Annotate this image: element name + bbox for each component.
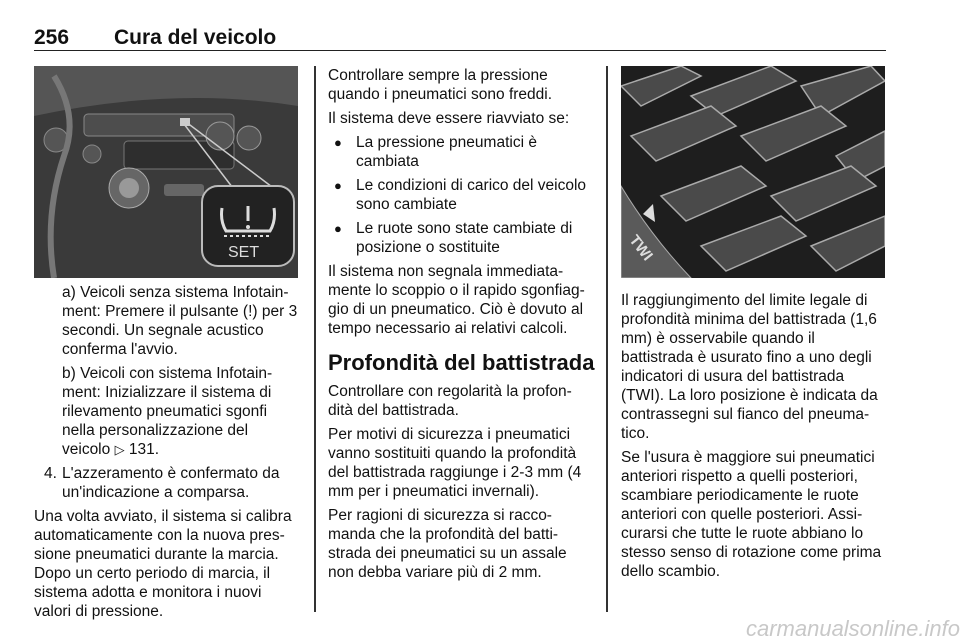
paragraph: Il sistema deve essere riavviato se:	[328, 110, 570, 127]
item-a: a) Veicoli senza sistema Infotain-ment: Premere il pulsante (!) per 3 secondi. Un segnale acustico conferma l'avvio.	[62, 284, 298, 358]
middle-column-text	[328, 66, 596, 587]
column-divider	[314, 66, 316, 612]
section-heading: Profondità del battistrada	[328, 350, 595, 375]
paragraph: Se l'usura è maggiore sui pneumatici anteriori rispetto a quelli posteriori, scambiare periodicamente le ruote anteriori con quelle posteriori. Assi-curarsi che tutte le ruote abbiano lo stesso senso di rotazione come prima dello scambio.	[621, 449, 882, 580]
left-column-text	[34, 283, 298, 626]
list-item: ● La pressione pneumatici è cambiata	[328, 133, 596, 171]
paragraph: Per motivi di sicurezza i pneumatici vanno sostituiti quando la profondità del battistrada raggiunge i 2-3 mm (4 mm per i pneumatici invernali).	[328, 426, 582, 500]
tire-tread-image	[621, 66, 885, 278]
paragraph: Controllare sempre la pressione quando i pneumatici sono freddi.	[328, 67, 553, 103]
paragraph: Il raggiungimento del limite legale di profondità minima del battistrada (1,6 mm) è osservabile quando il battistrada è usurato fino a uno degli indicatori di usura del battistrada (TWI). La loro posizione è indicata da contrassegni sul fianco del pneuma-tico.	[621, 292, 878, 442]
restart-conditions-list	[328, 133, 596, 257]
right-column-text	[621, 291, 887, 586]
calibration-paragraph: Una volta avviato, il sistema si calibra automaticamente con la nuova pres-sione pneumatici durante la marcia. Dopo un certo periodo di marcia, il sistema adotta e monitora i nuovi valori di pressione.	[34, 508, 292, 620]
list-item: ● Le ruote sono state cambiate di posizione o sostituite	[328, 219, 596, 257]
twi-marker-label: TWI	[625, 232, 656, 265]
page-number: 256	[34, 26, 70, 49]
item-b: b) Veicoli con sistema Infotain-ment: Inizializzare il sistema di rilevamento pneumatici sgonfi nella personalizzazione del veicolo ▷ 131.	[62, 365, 273, 458]
watermark: carmanualsonline.info	[745, 616, 960, 641]
item-4: 4. L'azzeramento è confermato da un'indicazione a comparsa.	[44, 465, 280, 501]
list-item: ● Le condizioni di carico del veicolo sono cambiate	[328, 176, 596, 214]
page-header	[34, 8, 886, 51]
page-reference-icon: ▷	[114, 442, 125, 457]
dashboard-set-button-image	[34, 66, 298, 278]
column-divider	[606, 66, 608, 612]
paragraph: Controllare con regolarità la profon-dità del battistrada.	[328, 383, 572, 419]
section-title: Cura del veicolo	[114, 26, 277, 49]
tire-pressure-icon: (!)	[242, 303, 258, 320]
paragraph: Per ragioni di sicurezza si racco-manda che la profondità del batti-strada dei pneumatici su un assale non debba variare più di 2 mm.	[328, 507, 567, 581]
tire-tread-illustration	[621, 66, 885, 278]
set-button-label: SET	[228, 244, 260, 261]
paragraph: Il sistema non segnala immediata-mente lo scoppio o il rapido sgonfiag-gio di un pneumatico. Ciò è dovuto al tempo necessario ai relativi calcoli.	[328, 263, 585, 337]
